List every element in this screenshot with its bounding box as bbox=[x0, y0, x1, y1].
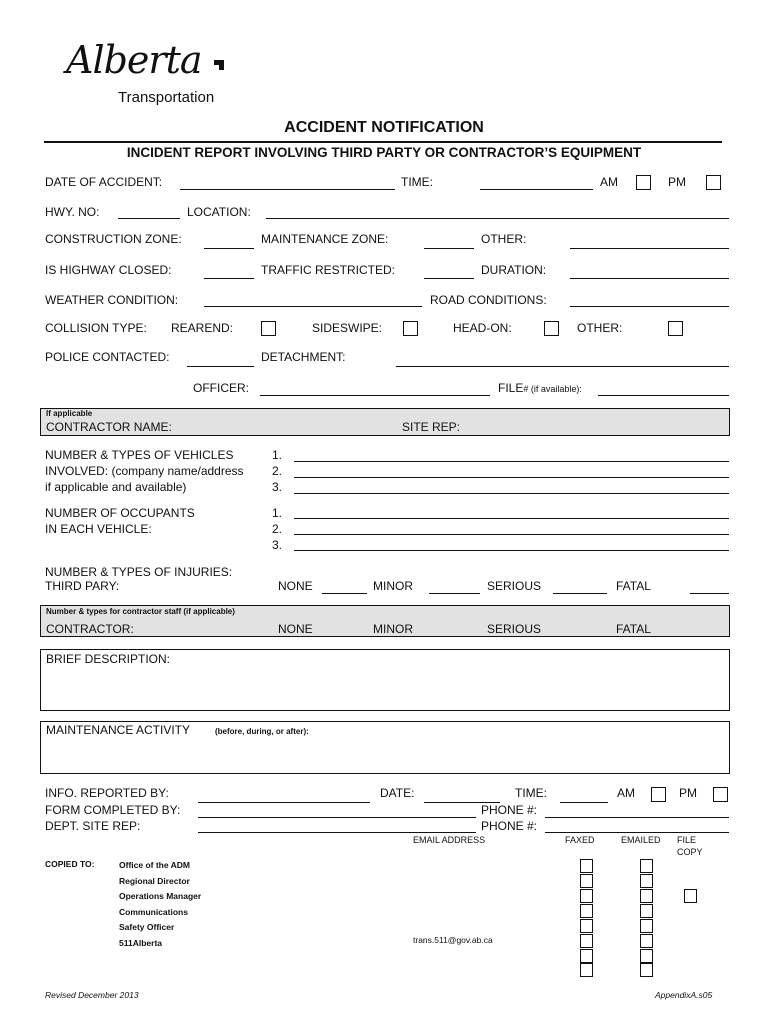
vehicles-field-1[interactable] bbox=[294, 461, 729, 462]
copied-to-label: COPIED TO: bbox=[45, 859, 95, 869]
occupants-field-1[interactable] bbox=[294, 518, 729, 519]
email-address-header: EMAIL ADDRESS bbox=[413, 835, 486, 845]
faxed-checkbox[interactable] bbox=[580, 919, 593, 933]
faxed-checkbox[interactable] bbox=[580, 904, 593, 918]
highway-closed-field[interactable] bbox=[204, 278, 254, 279]
site-rep-label[interactable]: SITE REP: bbox=[402, 420, 461, 434]
form-completed-by-label: FORM COMPLETED BY: bbox=[45, 803, 181, 817]
vehicles-field-2[interactable] bbox=[294, 477, 729, 478]
injuries-minor-label: MINOR bbox=[373, 579, 413, 593]
brief-description-label: BRIEF DESCRIPTION: bbox=[46, 652, 171, 666]
file-header: FILE bbox=[677, 835, 697, 845]
date-of-accident-field[interactable] bbox=[180, 189, 395, 190]
info-reported-by-label: INFO. REPORTED BY: bbox=[45, 786, 169, 800]
headon-checkbox[interactable] bbox=[544, 321, 559, 336]
recipient: Communications bbox=[119, 906, 188, 917]
occupants-num-3: 3. bbox=[272, 538, 283, 552]
vehicles-num-3: 3. bbox=[272, 480, 283, 494]
occupants-num-2: 2. bbox=[272, 522, 283, 536]
collision-other-label: OTHER: bbox=[577, 321, 623, 335]
injuries-none-label: NONE bbox=[278, 579, 313, 593]
recipients-list bbox=[119, 858, 201, 951]
maintenance-zone-field[interactable] bbox=[424, 248, 474, 249]
officer-field[interactable] bbox=[260, 395, 490, 396]
headon-label: HEAD-ON: bbox=[453, 321, 512, 335]
contractor-staff-note: Number & types for contractor staff (if applicable) bbox=[46, 607, 235, 616]
sideswipe-checkbox[interactable] bbox=[403, 321, 418, 336]
contractor-none-label[interactable]: NONE bbox=[278, 622, 313, 636]
vehicles-label-2: INVOLVED: (company name/address bbox=[45, 464, 244, 478]
emailed-checkbox[interactable] bbox=[640, 949, 653, 963]
recipient: 511Alberta bbox=[119, 937, 162, 948]
emailed-checkbox[interactable] bbox=[640, 963, 653, 977]
pm-label: PM bbox=[668, 175, 686, 189]
location-label: LOCATION: bbox=[187, 205, 251, 219]
rearend-label: REAREND: bbox=[171, 321, 234, 335]
vehicles-field-3[interactable] bbox=[294, 493, 729, 494]
emailed-checkbox[interactable] bbox=[640, 874, 653, 888]
occupants-field-2[interactable] bbox=[294, 534, 729, 535]
faxed-checkbox[interactable] bbox=[580, 963, 593, 977]
copy-header: COPY bbox=[677, 847, 703, 857]
logo-mark-icon bbox=[212, 58, 226, 72]
hwy-no-label: HWY. NO: bbox=[45, 205, 100, 219]
appendix-code: AppendixA.s05 bbox=[655, 990, 713, 1000]
contractor-serious-label[interactable]: SERIOUS bbox=[487, 622, 542, 636]
hwy-no-field[interactable] bbox=[118, 218, 180, 219]
report-time-field[interactable] bbox=[560, 802, 608, 803]
occupants-label-2: IN EACH VEHICLE: bbox=[45, 522, 152, 536]
dept-site-rep-field[interactable] bbox=[198, 832, 476, 833]
dept-site-rep-label: DEPT. SITE REP: bbox=[45, 819, 141, 833]
file-label-text: FILE bbox=[498, 381, 524, 395]
collision-type-label: COLLISION TYPE: bbox=[45, 321, 147, 335]
weather-label: WEATHER CONDITION: bbox=[45, 293, 179, 307]
report-pm-label: PM bbox=[679, 786, 697, 800]
faxed-checkbox[interactable] bbox=[580, 874, 593, 888]
injuries-none-field[interactable] bbox=[322, 593, 367, 594]
file-label bbox=[498, 381, 582, 395]
injuries-label-1: NUMBER & TYPES OF INJURIES: bbox=[45, 565, 233, 579]
am-label: AM bbox=[600, 175, 618, 189]
occupants-label-1: NUMBER OF OCCUPANTS bbox=[45, 506, 195, 520]
traffic-restricted-label: TRAFFIC RESTRICTED: bbox=[261, 263, 395, 277]
logo-subtitle: Transportation bbox=[118, 89, 215, 106]
recipient: Office of the ADM bbox=[119, 860, 190, 870]
maintenance-activity-note: (before, during, or after): bbox=[215, 727, 309, 736]
form-completed-by-field[interactable] bbox=[198, 817, 476, 818]
report-am-checkbox[interactable] bbox=[651, 787, 666, 802]
construction-zone-label: CONSTRUCTION ZONE: bbox=[45, 232, 182, 246]
logo-wordmark: Alberta bbox=[66, 38, 202, 82]
location-field[interactable] bbox=[266, 218, 729, 219]
contractor-staff-label: CONTRACTOR: bbox=[46, 622, 134, 636]
phone1-label: PHONE #: bbox=[481, 803, 538, 817]
faxed-checkbox[interactable] bbox=[580, 889, 593, 903]
injuries-fatal-label: FATAL bbox=[616, 579, 651, 593]
highway-closed-label: IS HIGHWAY CLOSED: bbox=[45, 263, 172, 277]
vehicles-num-1: 1. bbox=[272, 448, 283, 462]
faxed-checkbox[interactable] bbox=[580, 949, 593, 963]
emailed-header: EMAILED bbox=[621, 835, 661, 845]
pm-checkbox[interactable] bbox=[706, 175, 721, 190]
contractor-name-label[interactable]: CONTRACTOR NAME: bbox=[46, 420, 172, 434]
report-am-label: AM bbox=[617, 786, 635, 800]
emailed-checkbox[interactable] bbox=[640, 859, 653, 873]
other-zone-label: OTHER: bbox=[481, 232, 527, 246]
page-subtitle: INCIDENT REPORT INVOLVING THIRD PARTY OR CONTRACTOR’S EQUIPMENT bbox=[126, 145, 642, 160]
occupants-num-1: 1. bbox=[272, 506, 283, 520]
faxed-checkbox[interactable] bbox=[580, 934, 593, 948]
vehicles-num-2: 2. bbox=[272, 464, 283, 478]
info-reported-by-field[interactable] bbox=[198, 802, 370, 803]
weather-field[interactable] bbox=[204, 306, 422, 307]
phone2-label: PHONE #: bbox=[481, 819, 538, 833]
report-date-label: DATE: bbox=[380, 786, 415, 800]
duration-label: DURATION: bbox=[481, 263, 547, 277]
contractor-fatal-label[interactable]: FATAL bbox=[616, 622, 651, 636]
revised-date: Revised December 2013 bbox=[45, 990, 139, 1000]
phone1-field[interactable] bbox=[545, 817, 729, 818]
vehicles-label-3: if applicable and available) bbox=[45, 480, 187, 494]
email-511: trans.511@gov.ab.ca bbox=[413, 935, 493, 945]
contractor-name-note: If applicable bbox=[46, 409, 93, 418]
emailed-checkbox[interactable] bbox=[640, 889, 653, 903]
am-checkbox[interactable] bbox=[636, 175, 651, 190]
page-title: ACCIDENT NOTIFICATION bbox=[284, 119, 484, 136]
injuries-serious-label: SERIOUS bbox=[487, 579, 542, 593]
occupants-field-3[interactable] bbox=[294, 550, 729, 551]
recipient: Operations Manager bbox=[119, 891, 202, 901]
title-rule bbox=[44, 141, 722, 143]
rearend-checkbox[interactable] bbox=[261, 321, 276, 336]
report-pm-checkbox[interactable] bbox=[713, 787, 728, 802]
date-of-accident-label: DATE OF ACCIDENT: bbox=[45, 175, 163, 189]
time-field[interactable] bbox=[480, 189, 593, 190]
police-contacted-field[interactable] bbox=[187, 366, 254, 367]
recipient: Safety Officer bbox=[119, 922, 175, 932]
injuries-minor-field[interactable] bbox=[429, 593, 480, 594]
road-conditions-label: ROAD CONDITIONS: bbox=[430, 293, 547, 307]
other-zone-field[interactable] bbox=[570, 248, 729, 249]
file-label-note: # (if available): bbox=[523, 384, 582, 394]
road-conditions-field[interactable] bbox=[570, 306, 729, 307]
recipient: Regional Director bbox=[119, 875, 190, 886]
faxed-checkbox[interactable] bbox=[580, 859, 593, 873]
vehicles-label-1: NUMBER & TYPES OF VEHICLES bbox=[45, 448, 234, 462]
emailed-checkbox[interactable] bbox=[640, 919, 653, 933]
alberta-logo bbox=[66, 38, 202, 82]
detachment-field[interactable] bbox=[396, 366, 729, 367]
traffic-restricted-field[interactable] bbox=[424, 278, 474, 279]
police-contacted-label: POLICE CONTACTED: bbox=[45, 350, 170, 364]
duration-field[interactable] bbox=[570, 278, 729, 279]
injuries-serious-field[interactable] bbox=[553, 593, 607, 594]
detachment-label: DETACHMENT: bbox=[261, 350, 346, 364]
report-time-label: TIME: bbox=[515, 786, 547, 800]
file-copy-checkbox[interactable] bbox=[684, 889, 697, 903]
collision-other-checkbox[interactable] bbox=[668, 321, 683, 336]
emailed-checkbox[interactable] bbox=[640, 934, 653, 948]
phone2-field[interactable] bbox=[545, 832, 729, 833]
injuries-label-2: THIRD PARY: bbox=[45, 579, 120, 593]
maintenance-zone-label: MAINTENANCE ZONE: bbox=[261, 232, 389, 246]
contractor-minor-label[interactable]: MINOR bbox=[373, 622, 413, 636]
sideswipe-label: SIDESWIPE: bbox=[312, 321, 383, 335]
faxed-header: FAXED bbox=[565, 835, 595, 845]
file-field[interactable] bbox=[598, 395, 729, 396]
construction-zone-field[interactable] bbox=[204, 248, 254, 249]
maintenance-activity-label: MAINTENANCE ACTIVITY bbox=[46, 723, 191, 737]
injuries-fatal-field[interactable] bbox=[690, 593, 729, 594]
officer-label: OFFICER: bbox=[193, 381, 249, 395]
time-label: TIME: bbox=[401, 175, 433, 189]
emailed-checkbox[interactable] bbox=[640, 904, 653, 918]
